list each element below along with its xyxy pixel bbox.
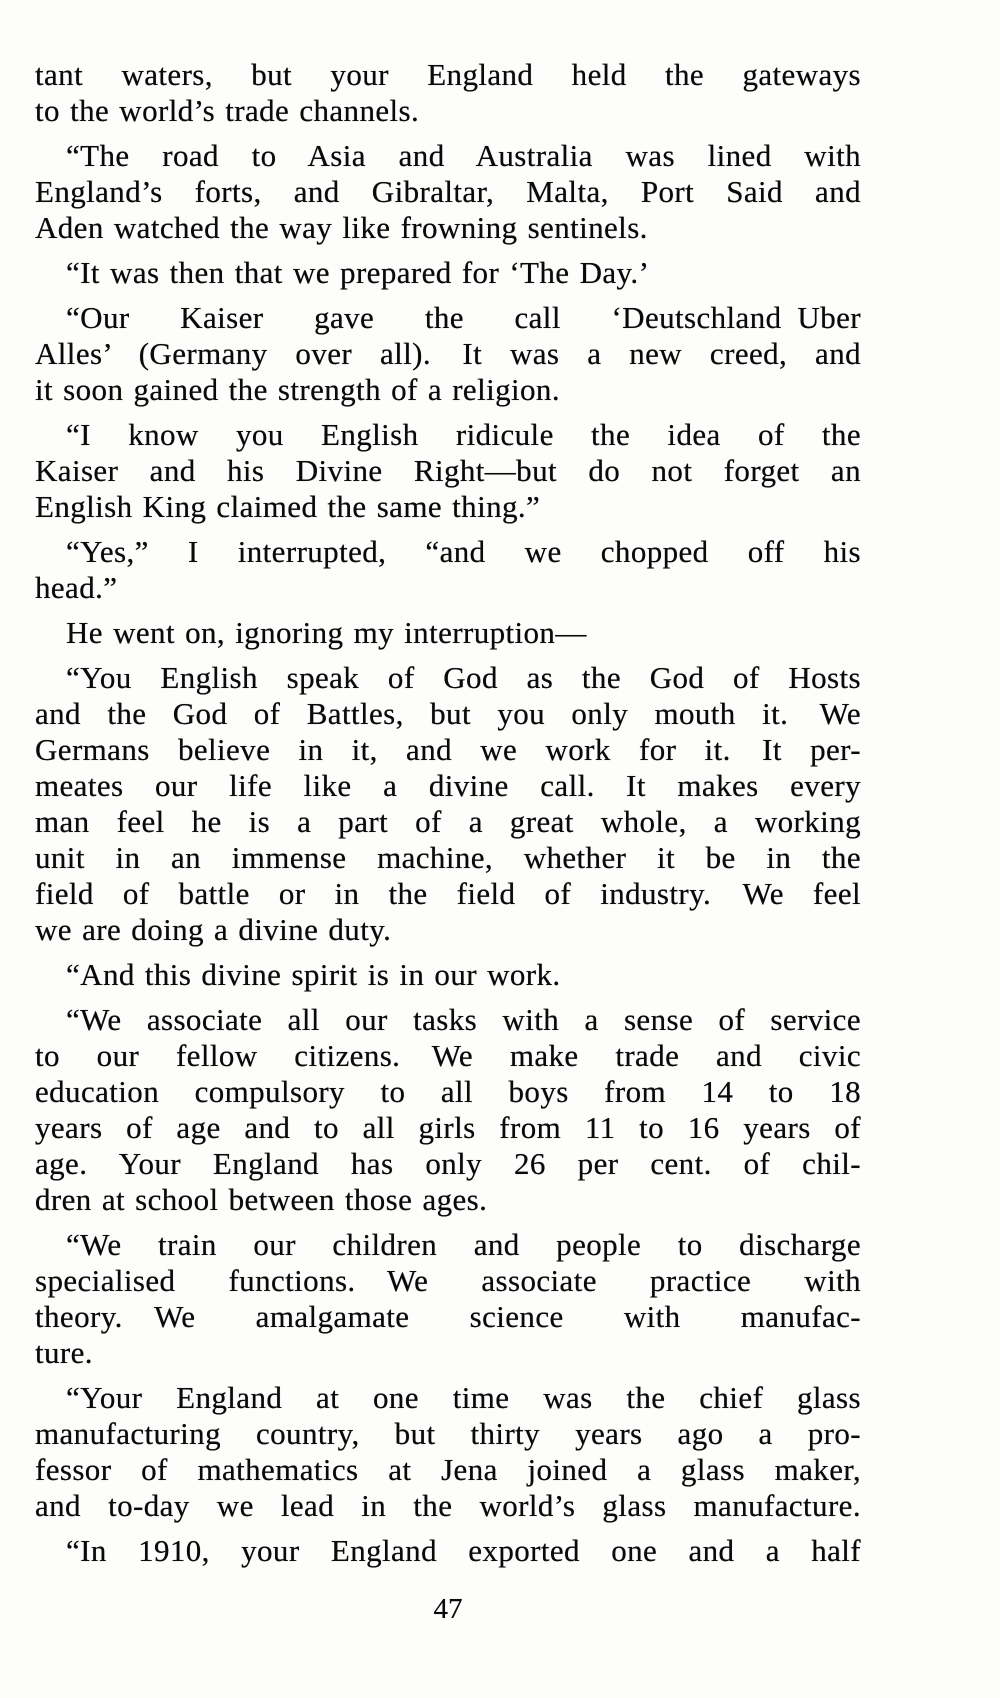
text-line: specialised functions. We associate practice with xyxy=(35,1263,861,1298)
paragraph xyxy=(35,1227,861,1371)
paragraph xyxy=(35,957,861,993)
text-line: years of age and to all girls from 11 to 16 years of xyxy=(35,1110,861,1145)
text-line: “Our Kaiser gave the call ‘Deutschland Uber xyxy=(66,300,861,335)
text-line: field of battle or in the field of industry. We feel xyxy=(35,876,861,911)
text-line: “And this divine spirit is in our work. xyxy=(66,957,561,992)
paragraph xyxy=(35,534,861,606)
text-line: theory. We amalgamate science with manufac- xyxy=(35,1299,861,1334)
paragraph xyxy=(35,255,861,291)
paragraph xyxy=(35,1380,861,1524)
text-line: “You English speak of God as the God of Hosts xyxy=(66,660,861,695)
text-line: “We train our children and people to discharge xyxy=(66,1227,861,1262)
text-line: Kaiser and his Divine Right—but do not forget an xyxy=(35,453,861,488)
text-line: fessor of mathematics at Jena joined a glass maker, xyxy=(35,1452,861,1487)
text-line: age. Your England has only 26 per cent. of chil- xyxy=(35,1146,861,1181)
text-line: “Your England at one time was the chief glass xyxy=(66,1380,861,1415)
paragraph xyxy=(35,615,861,651)
text-line: Germans believe in it, and we work for it. It per- xyxy=(35,732,861,767)
text-line: manufacturing country, but thirty years ago a pro- xyxy=(35,1416,861,1451)
text-line: “We associate all our tasks with a sense of service xyxy=(66,1002,861,1037)
text-line: to our fellow citizens. We make trade and civic xyxy=(35,1038,861,1073)
paragraph xyxy=(35,417,861,525)
text-line: we are doing a divine duty. xyxy=(35,912,392,947)
text-line: ture. xyxy=(35,1335,93,1370)
text-line: and to-day we lead in the world’s glass manufacture. xyxy=(35,1488,861,1523)
text-line: “Yes,” I interrupted, “and we chopped off his xyxy=(66,534,861,569)
text-line: head.” xyxy=(35,570,118,605)
page-number: 47 xyxy=(433,1593,463,1625)
text-line: education compulsory to all boys from 14 to 18 xyxy=(35,1074,861,1109)
text-line: “In 1910, your England exported one and a half xyxy=(66,1533,861,1568)
paragraph xyxy=(35,138,861,246)
text-line: it soon gained the strength of a religion. xyxy=(35,372,560,407)
text-line: to the world’s trade channels. xyxy=(35,93,420,128)
text-line: English King claimed the same thing.” xyxy=(35,489,541,524)
text-line: “I know you English ridicule the idea of the xyxy=(66,417,861,452)
text-line: “It was then that we prepared for ‘The Day.’ xyxy=(66,255,650,290)
paragraph xyxy=(35,300,861,408)
paragraph xyxy=(35,1533,861,1569)
text-line: dren at school between those ages. xyxy=(35,1182,488,1217)
text-line: “The road to Asia and Australia was lined with xyxy=(66,138,861,173)
text-line: and the God of Battles, but you only mouth it. We xyxy=(35,696,861,731)
text-line: meates our life like a divine call. It makes every xyxy=(35,768,861,803)
paragraph xyxy=(35,57,861,129)
text-line: man feel he is a part of a great whole, a working xyxy=(35,804,861,839)
text-line: England’s forts, and Gibraltar, Malta, Port Said and xyxy=(35,174,861,209)
text-line: unit in an immense machine, whether it be in the xyxy=(35,840,861,875)
page-text xyxy=(35,57,861,1578)
paragraph xyxy=(35,660,861,948)
text-line: tant waters, but your England held the gateways xyxy=(35,57,861,92)
text-line: Aden watched the way like frowning sentinels. xyxy=(35,210,648,245)
text-line: He went on, ignoring my interruption— xyxy=(66,615,587,650)
text-line: Alles’ (Germany over all). It was a new creed, and xyxy=(35,336,861,371)
paragraph xyxy=(35,1002,861,1218)
